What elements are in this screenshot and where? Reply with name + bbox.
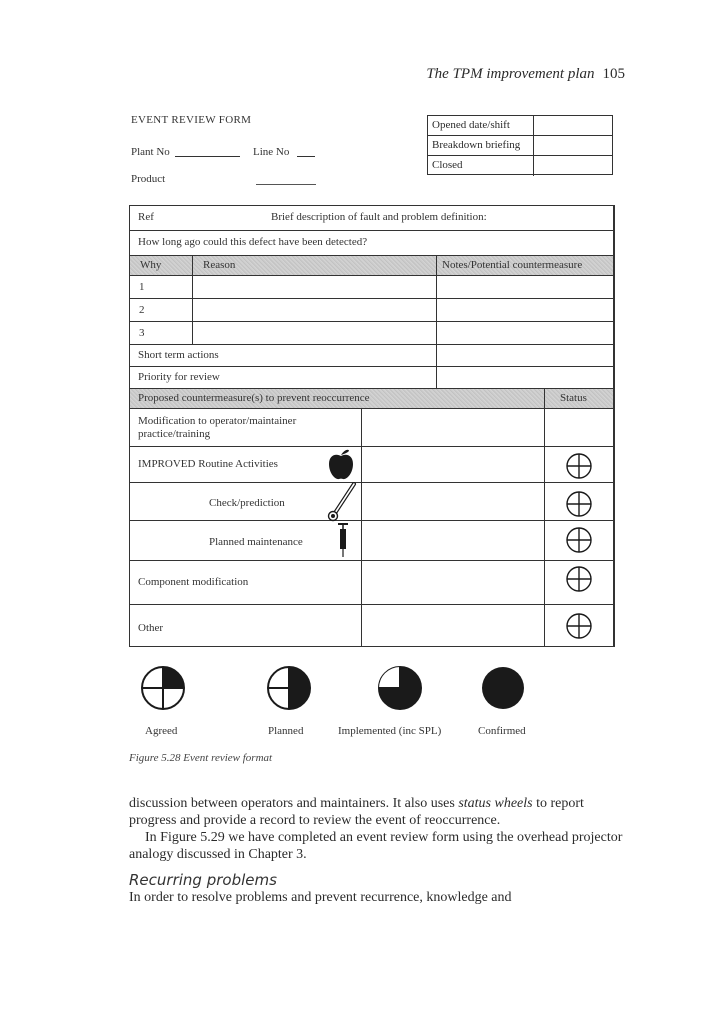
dates-box <box>427 115 613 175</box>
proposed-header: Proposed countermeasure(s) to prevent reoccurrence <box>138 392 370 404</box>
status-wheel-icon <box>565 565 593 593</box>
rule <box>361 408 362 646</box>
running-head-title: The TPM improvement plan <box>426 66 595 82</box>
status-wheel-icon <box>565 612 593 640</box>
rule <box>130 446 613 447</box>
line-label: Line No <box>253 146 290 158</box>
rule <box>130 560 613 561</box>
priority-label: Priority for review <box>138 371 220 383</box>
status-wheel-icon <box>565 526 593 554</box>
rule <box>130 321 613 322</box>
apple-icon <box>327 447 355 481</box>
legend-planned: Planned <box>268 725 304 737</box>
paragraph-1-end: to report progress and provide a record to review the event of reoccurrence. <box>129 796 584 828</box>
reason-header: Reason <box>203 259 236 271</box>
why-row-2: 2 <box>139 304 145 316</box>
running-head <box>410 66 625 83</box>
rule <box>130 344 613 345</box>
short-term-label: Short term actions <box>138 349 219 361</box>
legend-confirmed: Confirmed <box>478 725 526 737</box>
ref-label: Ref <box>138 211 154 223</box>
opened-line <box>534 135 612 136</box>
rule <box>192 255 193 344</box>
planned-label: Planned maintenance <box>209 536 303 548</box>
rule <box>130 408 613 409</box>
notes-header: Notes/Potential countermeasure <box>442 259 583 271</box>
rule <box>130 482 613 483</box>
why-row-3: 3 <box>139 327 145 339</box>
why-row-1: 1 <box>139 281 145 293</box>
product-blank <box>256 184 316 185</box>
status-wheel-icon <box>565 490 593 518</box>
figure-caption: Figure 5.28 Event review format <box>129 752 273 764</box>
rule <box>436 255 437 388</box>
check-label: Check/prediction <box>209 497 285 509</box>
component-label: Component modification <box>138 576 249 588</box>
why-header: Why <box>140 259 162 271</box>
grease-gun-icon <box>336 522 350 558</box>
rule <box>130 298 613 299</box>
paragraph-1-start: discussion between operators and maintainers. It also uses <box>129 796 459 811</box>
rule <box>130 604 613 605</box>
line-blank <box>297 156 315 157</box>
paragraph-2: In Figure 5.29 we have completed an event review form using the overhead projector analogy discussed in Chapter 3. <box>129 830 623 862</box>
page-number: 105 <box>602 66 625 82</box>
confirmed-wheel-icon <box>479 664 527 712</box>
product-label: Product <box>131 173 166 185</box>
how-long-label: How long ago could this defect have been detected? <box>138 236 368 248</box>
thermometer-icon <box>326 482 358 522</box>
rule <box>130 366 613 367</box>
rule <box>130 275 613 276</box>
implemented-wheel-icon <box>376 664 424 712</box>
rule <box>544 388 545 646</box>
paragraph-1-italic: status wheels <box>458 796 533 811</box>
plant-blank <box>175 156 240 157</box>
modification-label: Modification to operator/maintainer practice/training <box>138 415 297 440</box>
rule <box>130 388 613 389</box>
other-label: Other <box>138 622 164 634</box>
legend-agreed: Agreed <box>145 725 178 737</box>
opened-label: Opened date/shift <box>428 116 534 136</box>
rule <box>130 520 613 521</box>
form-title: EVENT REVIEW FORM <box>131 114 252 126</box>
plant-label: Plant No <box>131 146 170 158</box>
event-review-table <box>129 205 615 647</box>
status-header: Status <box>560 392 587 404</box>
section-heading: Recurring problems <box>129 871 277 889</box>
planned-wheel-icon <box>265 664 313 712</box>
legend-implemented: Implemented (inc SPL) <box>338 725 442 737</box>
agreed-wheel-icon <box>139 664 187 712</box>
closed-label: Closed <box>428 156 534 176</box>
paragraph-3: In order to resolve problems and prevent recurrence, knowledge and <box>129 890 512 905</box>
breakdown-label: Breakdown briefing <box>428 136 534 156</box>
brief-description-label: Brief description of fault and problem definition: <box>271 211 487 223</box>
breakdown-line <box>534 155 612 156</box>
status-wheel-icon <box>565 452 593 480</box>
rule <box>130 230 613 231</box>
rule <box>130 255 613 256</box>
paragraph-1 <box>129 795 625 829</box>
improved-label: IMPROVED Routine Activities <box>138 458 278 470</box>
